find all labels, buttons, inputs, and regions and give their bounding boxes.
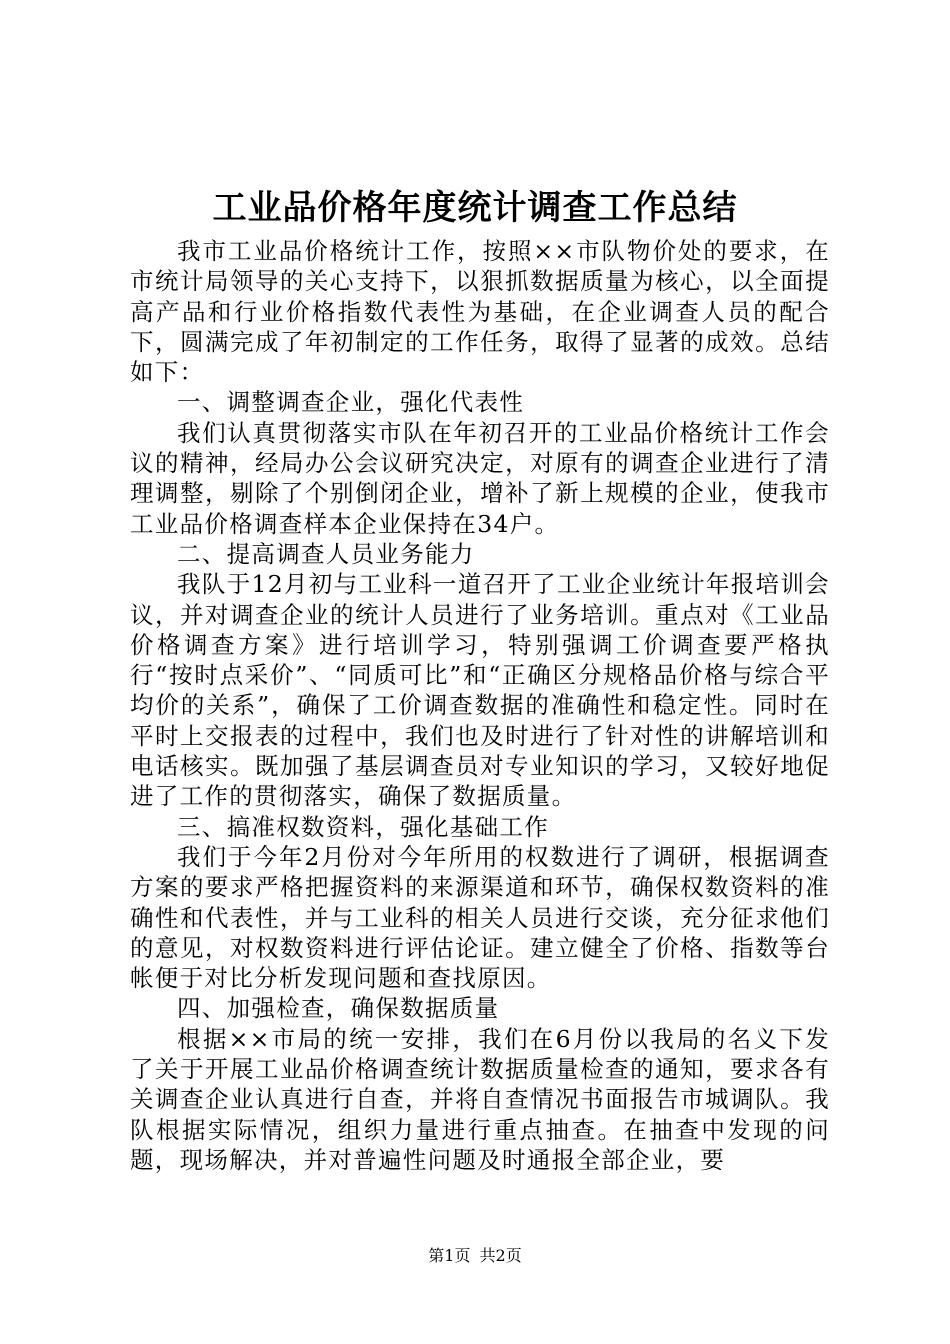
paragraph-section-3: 我们于今年2月份对今年所用的权数进行了调研，根据调查方案的要求严格把握资料的来源渠道和环节，确保权数资料的准确性和代表性，并与工业科的相关人员进行交谈，充分征求他们的意见，对权数资料进行评估论证。建立健全了价格、指数等台帐便于对比分析发现问题和查找原因。 (130, 842, 830, 993)
page-total: 共2页 (479, 1246, 522, 1265)
page-number: 第1页 (428, 1246, 471, 1265)
paragraph-intro: 我市工业品价格统计工作，按照××市队物价处的要求，在市统计局领导的关心支持下，以狠抓数据质量为核心，以全面提高产品和行业价格指数代表性为基础，在企业调查人员的配合下，圆满完成了年初制定的工作任务，取得了显著的成效。总结如下： (130, 237, 830, 387)
paragraph-section-2: 我队于12月初与工业科一道召开了工业企业统计年报培训会议，并对调查企业的统计人员进行了业务培训。重点对《工业品价格调查方案》进行培训学习，特别强调工价调查要严格执行“按时点采价”、“同质可比”和“正确区分规格品价格与综合平均价的关系”，确保了工价调查数据的准确性和稳定性。同时在平时上交报表的过程中，我们也及时进行了针对性的讲解培训和电话核实。既加强了基层调查员对专业知识的学习，又较好地促进了工作的贯彻落实，确保了数据质量。 (130, 570, 830, 811)
section-heading-1: 一、调整调查企业，强化代表性 (177, 388, 525, 417)
page-footer (0, 1244, 950, 1268)
document-title: 工业品价格年度统计调查工作总结 (212, 188, 738, 228)
paragraph-section-4: 根据××市局的统一安排，我们在6月份以我局的名义下发了关于开展工业品价格调查统计数据质量检查的通知，要求各有关调查企业认真进行自查，并将自查情况书面报告市城调队。我队根据实际情况，组织力量进行重点抽查。在抽查中发现的问题，现场解决，并对普遍性问题及时通报全部企业，要 (130, 1024, 830, 1174)
section-heading-4: 四、加强检查，确保数据质量 (177, 994, 500, 1023)
document-body (130, 236, 830, 1175)
section-heading-2: 二、提高调查人员业务能力 (177, 539, 475, 568)
paragraph-section-1: 我们认真贯彻落实市队在年初召开的工业品价格统计工作会议的精神，经局办公会议研究决定，对原有的调查企业进行了清理调整，剔除了个别倒闭企业，增补了新上规模的企业，使我市工业品价格调查样本企业保持在34户。 (130, 418, 830, 538)
section-heading-3: 三、搞准权数资料，强化基础工作 (177, 812, 549, 841)
